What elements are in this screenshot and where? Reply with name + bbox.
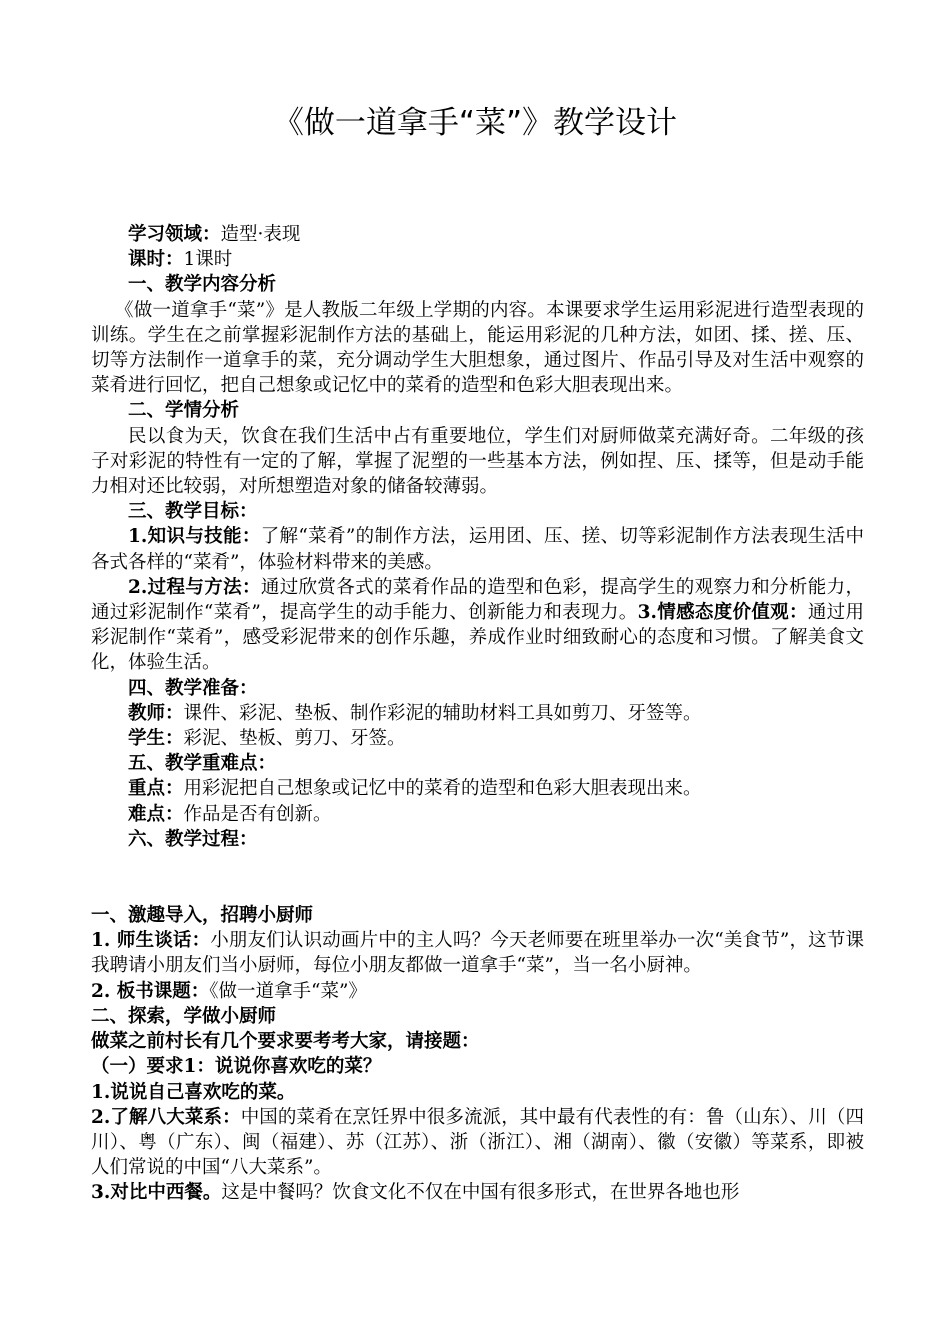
difficult-text: 作品是否有创新。	[183, 803, 332, 825]
teacher-text: 课件、彩泥、垫板、制作彩泥的辅助材料工具如剪刀、牙签等。	[183, 702, 702, 724]
student-text: 彩泥、垫板、剪刀、牙签。	[183, 728, 406, 750]
section2-body: 民以食为天，饮食在我们生活中占有重要地位，学生们对厨师做菜充满好奇。二年级的孩子对彩泥的特性有一定的了解，掌握了泥塑的一些基本方法，例如捏、压、揉等，但是动手能力相对还比较弱，对所想塑造对象的储备较薄弱。	[91, 425, 864, 498]
difficult-point	[91, 802, 864, 827]
key-label: 重点：	[128, 778, 184, 800]
field-value: 造型·表现	[220, 224, 301, 245]
step-1	[91, 928, 864, 978]
part2-heading: 二、探索，学做小厨师	[91, 1005, 277, 1027]
goal-3-label: 3.情感态度价值观：	[637, 602, 808, 624]
difficult-label: 难点：	[128, 803, 184, 825]
part2-intro: 做菜之前村长有几个要求要考考大家，请接题：	[91, 1031, 480, 1053]
goal-1-text: 了解“菜肴”的制作方法，运用团、压、搓、切等彩泥制作方法表现生活中各式各样的“菜肴”，体验材料带来的美感。	[91, 526, 864, 573]
section2-heading: 二、学情分析	[128, 400, 240, 422]
step-2	[91, 979, 864, 1004]
hours-value: 1课时	[183, 249, 233, 271]
requirement-1: （一）要求1：说说你喜欢吃的菜？	[91, 1056, 382, 1078]
student-prep	[91, 726, 864, 751]
spacer	[91, 852, 864, 903]
section3-heading: 三、教学目标：	[128, 501, 258, 523]
goal-2-label: 2.过程与方法：	[128, 576, 261, 598]
goal-2-text: 通过欣赏各式的菜肴作品的造型和色彩，提高学生的观察力和分析能力，通过彩泥制作“菜肴”，提高学生的动手能力、创新能力和表现力。	[91, 576, 864, 624]
step-2-label: 2. 板书课题：	[91, 980, 210, 1002]
item-3-label: 3.对比中西餐。	[91, 1182, 222, 1204]
item-3-text: 这是中餐吗？饮食文化不仅在中国有很多形式，在世界各地也形	[221, 1182, 740, 1204]
goal-1	[91, 524, 864, 574]
goal-3-text: 通过用彩泥制作“菜肴”，感受彩泥带来的创作乐趣，养成作业时细致耐心的态度和习惯。了解美食文化，体验生活。	[91, 602, 864, 674]
step-1-label: 1. 师生谈话：	[91, 930, 211, 952]
section1-body: 《做一道拿手“菜”》是人教版二年级上学期的内容。本课要求学生运用彩泥进行造型表现的训练。学生在之前掌握彩泥制作方法的基础上，能运用彩泥的几种方法，如团、揉、搓、压、切等方法制作一道拿手的菜，充分调动学生大胆想象，通过图片、作品引导及对生活中观察的菜肴进行回忆，把自己想象或记忆中的菜肴的造型和色彩大胆表现出来。	[91, 299, 864, 397]
hours-line	[91, 247, 864, 272]
part1-heading: 一、激趣导入，招聘小厨师	[91, 905, 314, 927]
hours-label: 课时：	[128, 249, 184, 271]
goal-1-label: 1.知识与技能：	[128, 526, 261, 548]
item-2-text: 中国的菜肴在烹饪界中很多流派，其中最有代表性的有：鲁（山东）、川（四川）、粤（广东）、闽（福建）、苏（江苏）、浙（浙江）、湘（湖南）、徽（安徽）等菜系，即被人们常说的中国“八大菜系”。	[91, 1106, 864, 1179]
student-label: 学生：	[128, 728, 184, 750]
section1-heading: 一、教学内容分析	[128, 274, 277, 296]
item-1: 1.说说自己喜欢吃的菜。	[91, 1081, 296, 1103]
document-body	[91, 222, 864, 1206]
step-1-text: 小朋友们认识动画片中的主人吗？今天老师要在班里举办一次“美食节”，这节课我聘请小朋友们当小厨师，每位小朋友都做一道拿手“菜”，当一名小厨神。	[91, 930, 864, 977]
item-3	[91, 1180, 864, 1205]
step-2-text: 《做一道拿手“菜”》	[209, 980, 367, 1002]
goal-2-3	[91, 575, 864, 676]
item-2	[91, 1105, 864, 1181]
section5-heading: 五、教学重难点：	[128, 753, 277, 775]
section6-heading: 六、教学过程：	[128, 828, 258, 850]
field-label: 学习领域：	[128, 224, 221, 245]
document-title: 《做一道拿手“菜”》教学设计	[272, 105, 678, 141]
field-line	[91, 222, 864, 247]
key-point	[91, 776, 864, 801]
item-2-label: 2.了解八大菜系：	[91, 1106, 241, 1128]
key-text: 用彩泥把自己想象或记忆中的菜肴的造型和色彩大胆表现出来。	[183, 778, 702, 800]
teacher-label: 教师：	[128, 702, 184, 724]
teacher-prep	[91, 701, 864, 726]
section4-heading: 四、教学准备：	[128, 677, 258, 699]
